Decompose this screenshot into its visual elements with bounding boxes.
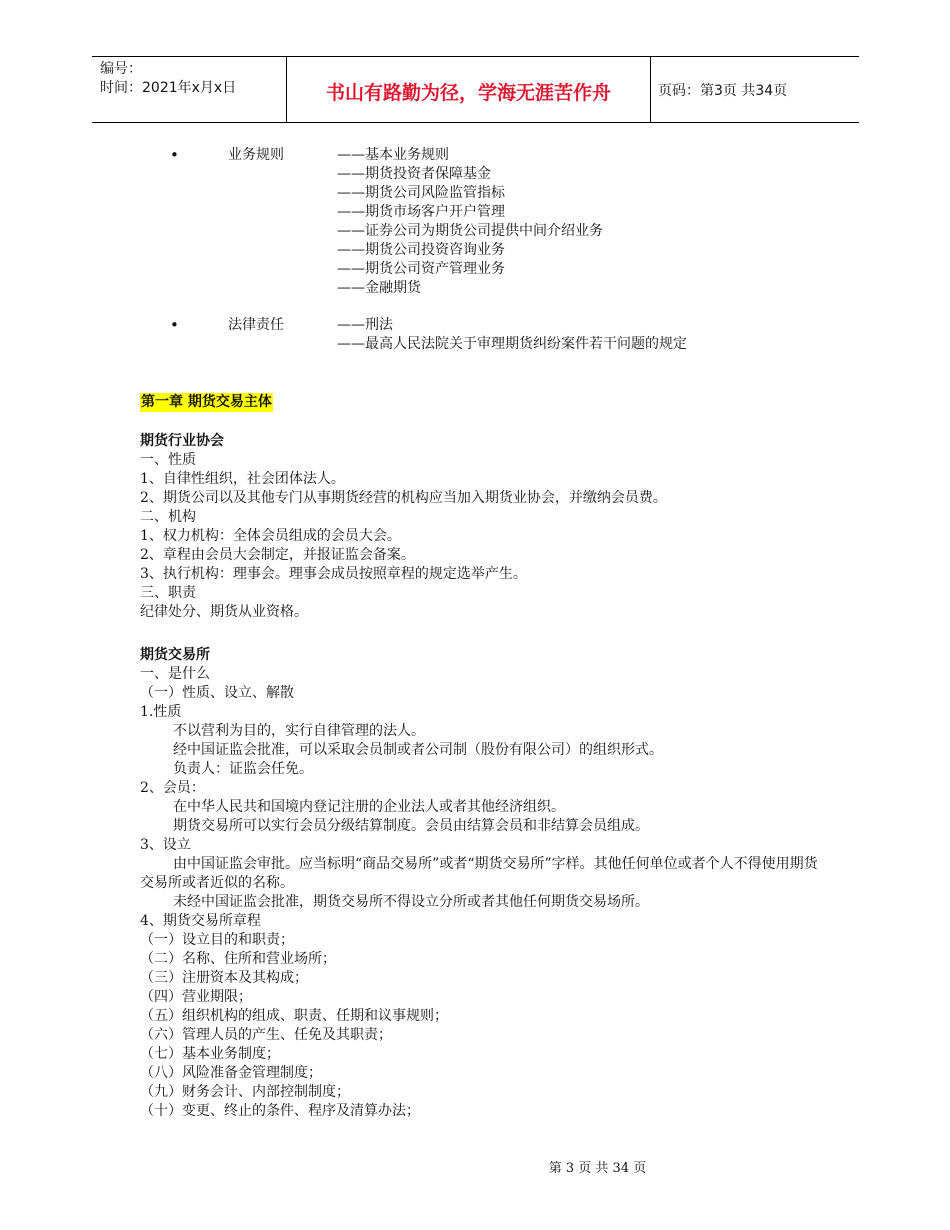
header-bottom-border (92, 122, 859, 123)
list-item: （三）注册资本及其构成； (140, 970, 308, 986)
bullet-dot-icon: • (170, 146, 179, 164)
list-item: ——刑法 (337, 317, 393, 333)
header-number: 编号： (100, 61, 142, 77)
text-line: 二、机构 (140, 509, 196, 525)
text-line: 经中国证监会批准，可以采取会员制或者公司制（股份有限公司）的组织形式。 (173, 742, 663, 758)
text-line: 1、权力机构：全体会员组成的会员大会。 (140, 528, 401, 544)
list-item: （二）名称、住所和营业场所； (140, 951, 336, 967)
list-item: ——最高人民法院关于审理期货纠纷案件若干问题的规定 (337, 336, 687, 352)
text-line: 一、性质 (140, 452, 196, 468)
header-divider-right (650, 57, 651, 122)
chapter-title: 第一章 期货交易主体 (141, 394, 272, 410)
text-line: 未经中国证监会批准，期货交易所不得设立分所或者其他任何期货交易场所。 (173, 894, 649, 910)
text-line: 三、职责 (140, 585, 196, 601)
header-page-number: 页码：第3页 共34页 (658, 83, 788, 99)
text-paragraph: 由中国证监会审批。应当标明“商品交易所”或者“期货交易所”字样。其他任何单位或者个人不得使用期货交易所或者近似的名称。 (140, 856, 818, 891)
list-item: ——期货公司投资咨询业务 (337, 242, 505, 258)
bullet-label: 业务规则 (228, 147, 284, 163)
text-line: 4、期货交易所章程 (140, 913, 261, 929)
list-item: ——基本业务规则 (337, 147, 449, 163)
section-heading: 期货行业协会 (140, 433, 224, 449)
header-meta (100, 60, 236, 98)
bullet-dot-icon: • (170, 316, 179, 334)
section-futures-association (140, 432, 667, 622)
text-line: 1、自律性组织，社会团体法人。 (140, 471, 345, 487)
text-line: 3、设立 (140, 837, 191, 853)
text-line: 期货交易所可以实行会员分级结算制度。会员由结算会员和非结算会员组成。 (173, 818, 649, 834)
list-item: ——期货市场客户开户管理 (337, 204, 505, 220)
page-footer (0, 1157, 950, 1176)
section-heading: 期货交易所 (140, 647, 210, 663)
list-item: （五）组织机构的组成、职责、任期和议事规则； (140, 1008, 448, 1024)
text-line: 一、是什么 (140, 666, 210, 682)
list-item: ——期货投资者保障基金 (337, 166, 491, 182)
list-item: （八）风险准备金管理制度； (140, 1065, 322, 1081)
bullet-label: 法律责任 (228, 317, 284, 333)
list-item: ——期货公司风险监管指标 (337, 185, 505, 201)
bullet-items (337, 316, 687, 354)
list-item: （九）财务会计、内部控制制度； (140, 1084, 350, 1100)
list-item: ——期货公司资产管理业务 (337, 261, 505, 277)
list-item: ——金融期货 (337, 280, 421, 296)
list-item: （七）基本业务制度； (140, 1046, 280, 1062)
bullet-items (337, 146, 603, 298)
text-line: 在中华人民共和国境内登记注册的企业法人或者其他经济组织。 (173, 799, 565, 815)
text-line: 2、章程由会员大会制定，并报证监会备案。 (140, 547, 415, 563)
text-line: 不以营利为目的，实行自律管理的法人。 (173, 723, 425, 739)
list-item: （十）变更、终止的条件、程序及清算办法； (140, 1103, 420, 1119)
header-top-border (92, 56, 859, 57)
list-item: ——证券公司为期货公司提供中间介绍业务 (337, 223, 603, 239)
header-motto: 书山有路勤为径，学海无涯苦作舟 (325, 82, 611, 104)
text-line: 2、会员： (140, 780, 205, 796)
list-item: （四）营业期限； (140, 989, 252, 1005)
text-line: 负责人：证监会任免。 (173, 761, 313, 777)
section-futures-exchange (140, 646, 820, 1121)
footer-page-number: 第 3 页 共 34 页 (548, 1161, 647, 1176)
header-time: 时间：2021年x月x日 (100, 80, 237, 96)
list-item: （一）设立目的和职责； (140, 932, 294, 948)
text-line: 3、执行机构：理事会。理事会成员按照章程的规定选举产生。 (140, 566, 527, 582)
text-line: 2、期货公司以及其他专门从事期货经营的机构应当加入期货业协会，并缴纳会员费。 (140, 490, 667, 506)
text-line: 纪律处分、期货从业资格。 (140, 604, 308, 620)
text-line: （一）性质、设立、解散 (140, 685, 294, 701)
text-line: 1.性质 (140, 704, 182, 720)
list-item: （六）管理人员的产生、任免及其职责； (140, 1027, 392, 1043)
